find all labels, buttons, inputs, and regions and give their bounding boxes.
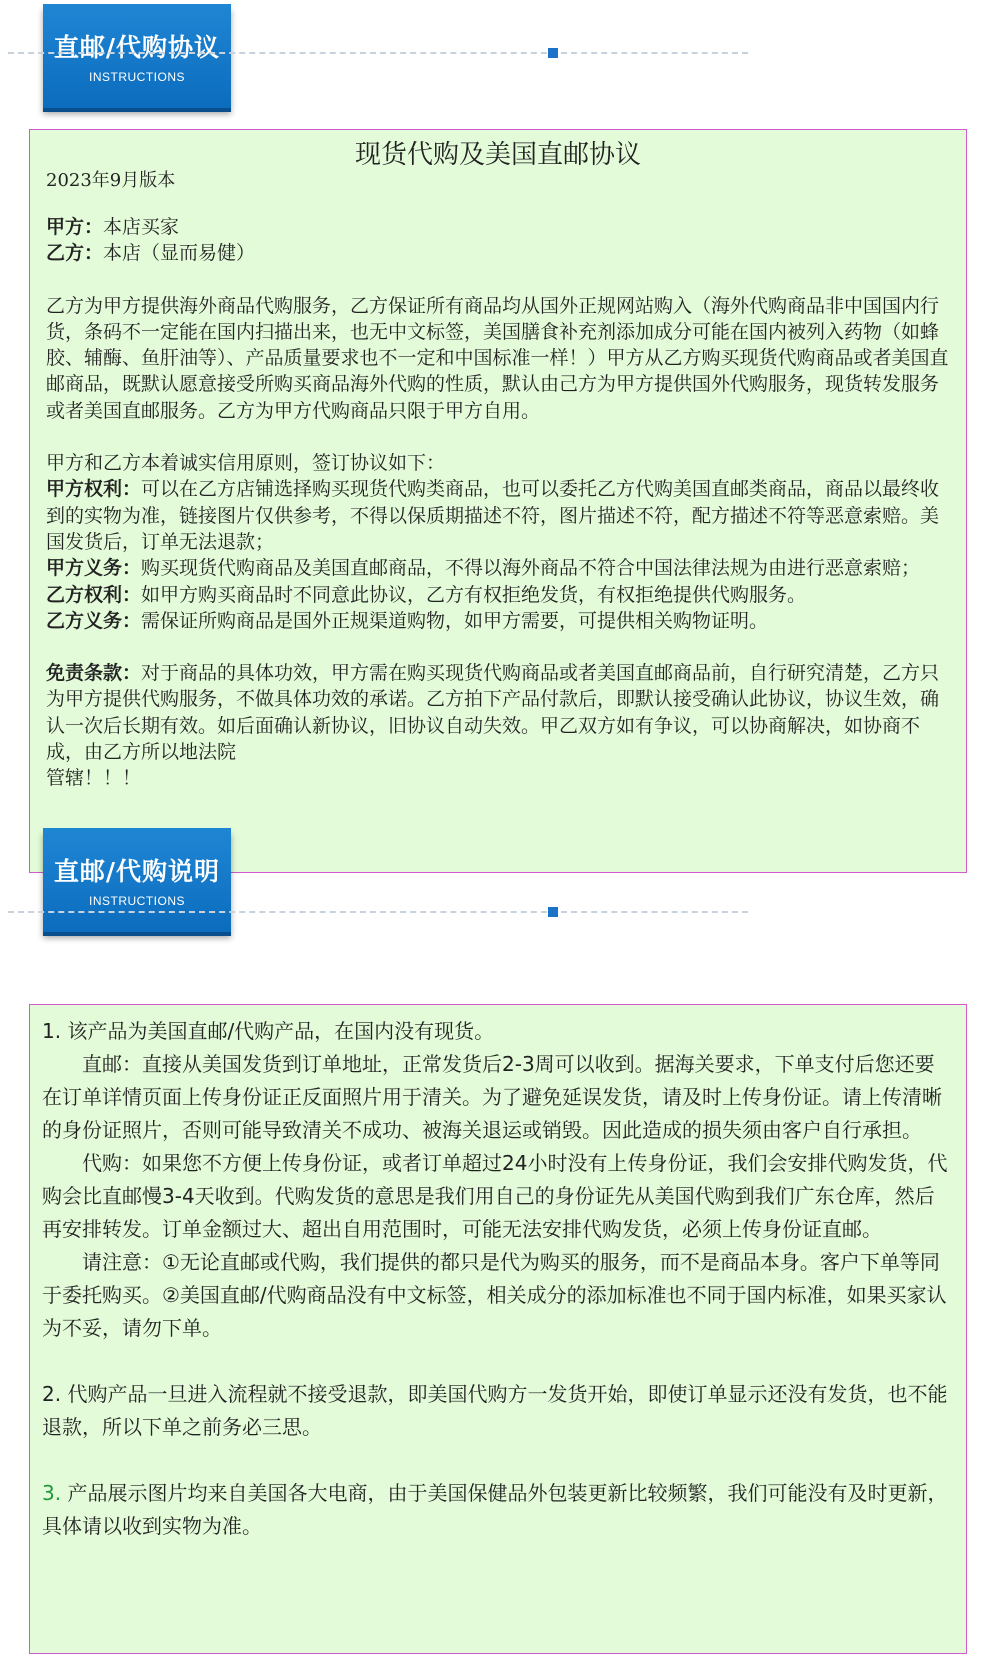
section-banner-agreement xyxy=(43,4,231,108)
agreement-title: 现货代购及美国直邮协议 xyxy=(354,140,641,170)
agreement-closing: 管辖！！！ xyxy=(46,767,142,790)
party-b-line xyxy=(46,240,954,266)
clause xyxy=(46,476,954,555)
clause xyxy=(46,608,954,634)
clause-label: 乙方义务： xyxy=(46,609,142,632)
purchasing-paragraph: 代购：如果您不方便上传身份证，或者订单超过24小时没有上传身份证，我们会安排代购发货，代购会比直邮慢3-4天收到。代购发货的意思是我们用自己的身份证先从美国代购到我们广东仓库，然后再安排转发。订单金额过大、超出自用范围时，可能无法安排代购发货，必须上传身份证直邮。 xyxy=(42,1151,948,1241)
agreement-edition: 2023年9月版本 xyxy=(46,170,176,191)
instructions-body xyxy=(42,1015,954,1543)
divider-line xyxy=(8,911,748,913)
instruction-item-2: 2. 代购产品一旦进入流程就不接受退款，即美国代购方一发货开始，即使订单显示还没有发货，也不能退款，所以下单之前务必三思。 xyxy=(42,1382,948,1439)
section-banner-instructions xyxy=(43,828,231,932)
banner-subtitle: INSTRUCTIONS xyxy=(89,894,185,908)
party-b-label: 乙方： xyxy=(46,242,104,265)
notice-paragraph: 请注意：①无论直邮或代购，我们提供的都只是代为购买的服务，而不是商品本身。客户下单等同于委托购买。②美国直邮/代购商品没有中文标签，相关成分的添加标准也不同于国内标准，如果买家认为不妥，请勿下单。 xyxy=(42,1250,947,1340)
instruction-item-3 xyxy=(42,1477,954,1543)
agreement-principle: 甲方和乙方本着诚实信用原则，签订协议如下： xyxy=(46,452,446,475)
banner-subtitle: INSTRUCTIONS xyxy=(89,70,185,84)
disclaimer xyxy=(46,660,954,765)
instruction-item-1: 1. 该产品为美国直邮/代购产品，在国内没有现货。 xyxy=(42,1019,495,1043)
agreement-intro: 乙方为甲方提供海外商品代购服务，乙方保证所有商品均从国外正规网站购入（海外代购商品非中国国内行货，条码不一定能在国内扫描出来，也无中文标签，美国膳食补充剂添加成分可能在国内被列入药物（如蜂胶、辅酶、鱼肝油等）、产品质量要求也不一定和中国标准一样！）甲方从乙方购买现货代购商品或者美国直邮商品，既默认愿意接受所购买商品海外代购的性质，默认由己方为甲方提供国外代购服务，现货转发服务或者美国直邮服务。乙方为甲方代购商品只限于甲方自用。 xyxy=(46,294,949,422)
direct-mail-paragraph: 直邮：直接从美国发货到订单地址，正常发货后2-3周可以收到。据海关要求，下单支付后您还要在订单详情页面上传身份证正反面照片用于清关。为了避免延误发货，请及时上传身份证。请上传清晰的身份证照片，否则可能导致清关不成功、被海关退运或销毁。因此造成的损失须由客户自行承担。 xyxy=(42,1052,942,1142)
divider-dot xyxy=(548,907,558,917)
agreement-body xyxy=(46,214,954,792)
party-a-line xyxy=(46,214,954,240)
disclaimer-label: 免责条款： xyxy=(46,662,142,685)
clause-text: 可以在乙方店铺选择购买现货代购类商品，也可以委托乙方代购美国直邮类商品，商品以最终收到的实物为准，链接图片仅供参考，不得以保质期描述不符，图片描述不符，配方描述不符等恶意索赔。美国发货后，订单无法退款； xyxy=(46,478,940,553)
item-3-text: 产品展示图片均来自美国各大电商，由于美国保健品外包装更新比较频繁，我们可能没有及时更新，具体请以收到实物为准。 xyxy=(42,1481,948,1538)
party-b-value: 本店（显而易健） xyxy=(103,242,256,265)
clause-text: 需保证所购商品是国外正规渠道购物，如甲方需要，可提供相关购物证明。 xyxy=(141,609,769,632)
instructions-panel xyxy=(29,1004,967,1654)
clause-label: 乙方权利： xyxy=(46,583,142,606)
divider-line xyxy=(8,52,748,54)
disclaimer-text: 对于商品的具体功效，甲方需在购买现货代购商品或者美国直邮商品前，自行研究清楚，乙方只为甲方提供代购服务，不做具体功效的承诺。乙方拍下产品付款后，即默认接受确认此协议，协议生效，确认一次后长期有效。如后面确认新协议，旧协议自动失效。甲乙双方如有争议，可以协商解决，如协商不成，由乙方所以地法院 xyxy=(46,662,940,764)
clause-text: 如甲方购买商品时不同意此协议，乙方有权拒绝发货，有权拒绝提供代购服务。 xyxy=(141,583,807,606)
clause xyxy=(46,582,954,608)
agreement-panel xyxy=(29,129,967,873)
banner-title: 直邮/代购说明 xyxy=(53,857,221,886)
clause xyxy=(46,555,954,581)
clause-label: 甲方权利： xyxy=(46,478,142,501)
divider-dot xyxy=(548,48,558,58)
clause-text: 购买现货代购商品及美国直邮商品，不得以海外商品不符合中国法律法规为由进行恶意索赔； xyxy=(141,557,921,580)
clause-label: 甲方义务： xyxy=(46,557,142,580)
item-3-number: 3. xyxy=(42,1481,62,1505)
party-a-value: 本店买家 xyxy=(103,216,180,238)
party-a-label: 甲方： xyxy=(46,216,104,238)
banner-title: 直邮/代购协议 xyxy=(53,33,221,62)
